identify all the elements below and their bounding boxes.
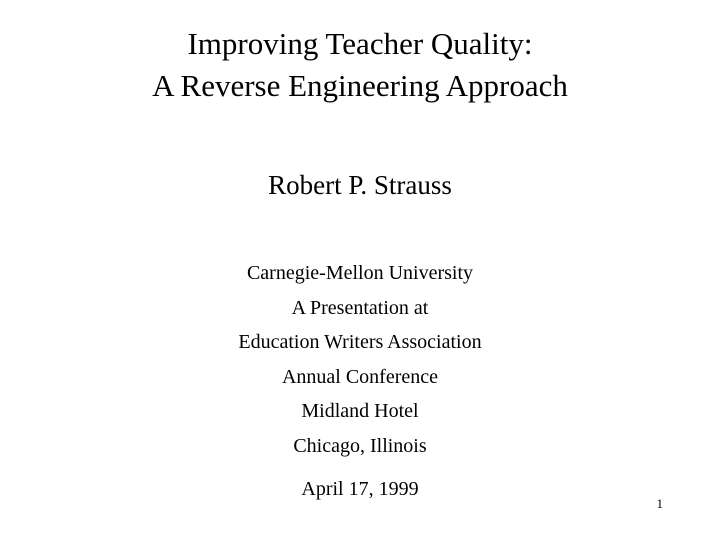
affiliation-line: Carnegie-Mellon University: [246, 262, 474, 284]
author-name: Robert P. Strauss: [268, 170, 452, 200]
page-number: 1: [656, 496, 663, 511]
venue-line: Midland Hotel: [301, 400, 419, 422]
presentation-date: April 17, 1999: [301, 478, 419, 500]
event-line: Annual Conference: [281, 365, 439, 388]
presentation-at-line: A Presentation at: [291, 296, 429, 319]
slide-title-line-1: Improving Teacher Quality:: [187, 26, 533, 61]
organization-line: Education Writers Association: [238, 331, 482, 353]
location-line: Chicago, Illinois: [293, 434, 427, 457]
presentation-info-list: [0, 256, 720, 463]
slide-title-line-2: A Reverse Engineering Approach: [152, 68, 568, 103]
